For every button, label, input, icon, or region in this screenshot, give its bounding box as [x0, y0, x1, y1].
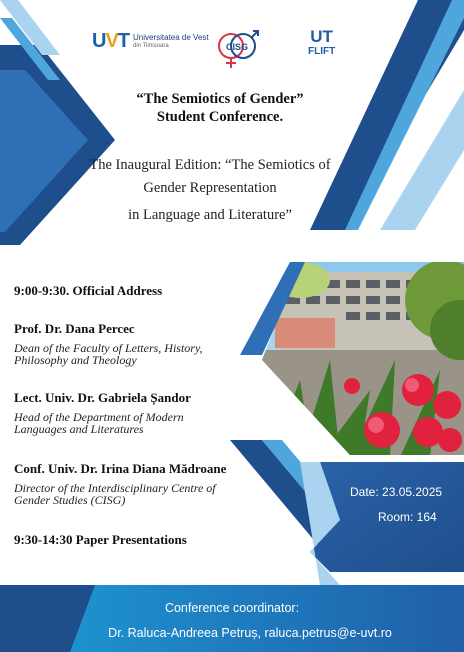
- speaker-1-name: Prof. Dr. Dana Percec: [14, 321, 135, 336]
- subtitle-line-2: Gender Representation: [143, 180, 277, 196]
- speaker-2-role: Head of the Department of Modern Languages and Literatures: [14, 410, 184, 436]
- uvt-logo: [92, 30, 209, 53]
- cisg-logo-text: CISG: [225, 42, 249, 52]
- speaker-3-role: Director of the Interdisciplinary Centre of Gender Studies (CISG): [14, 481, 216, 507]
- cisg-logo: [213, 28, 261, 75]
- event-date: Date: 23.05.2025: [350, 485, 443, 499]
- coordinator-label: Conference coordinator:: [164, 601, 300, 615]
- event-room: Room: 164: [378, 510, 437, 524]
- speaker-2-name: Lect. Univ. Dr. Gabriela Șandor: [14, 390, 191, 405]
- speaker-1-role: Dean of the Faculty of Letters, History, Philosophy and Theology: [14, 341, 203, 367]
- title-line-2: Student Conference.: [156, 109, 284, 125]
- paper-presentations-time: 9:30-14:30 Paper Presentations: [14, 532, 187, 547]
- uvt-name-line2: din Timișoara: [133, 42, 169, 49]
- flift-logo: [308, 28, 335, 57]
- title-line-1: “The Semiotics of Gender”: [136, 91, 304, 107]
- gender-symbol-icon: [213, 28, 261, 70]
- subtitle-line-3: in Language and Literature”: [128, 207, 292, 223]
- flift-name: FLIFT: [308, 46, 336, 57]
- uvt-mark-icon: UVT: [92, 30, 130, 52]
- coordinator-contact: Dr. Raluca-Andreea Petruș, raluca.petrus@e-uvt.ro: [108, 626, 392, 640]
- speaker-3-name: Conf. Univ. Dr. Irina Diana Mădroane: [14, 461, 227, 476]
- official-address-time: 9:00-9:30. Official Address: [14, 283, 163, 298]
- subtitle-line-1: The Inaugural Edition: “The Semiotics of: [89, 157, 331, 173]
- flift-mark-icon: UT: [310, 27, 333, 46]
- conference-title: [90, 90, 350, 126]
- uvt-name-line1: Universitatea de Vest: [133, 32, 209, 42]
